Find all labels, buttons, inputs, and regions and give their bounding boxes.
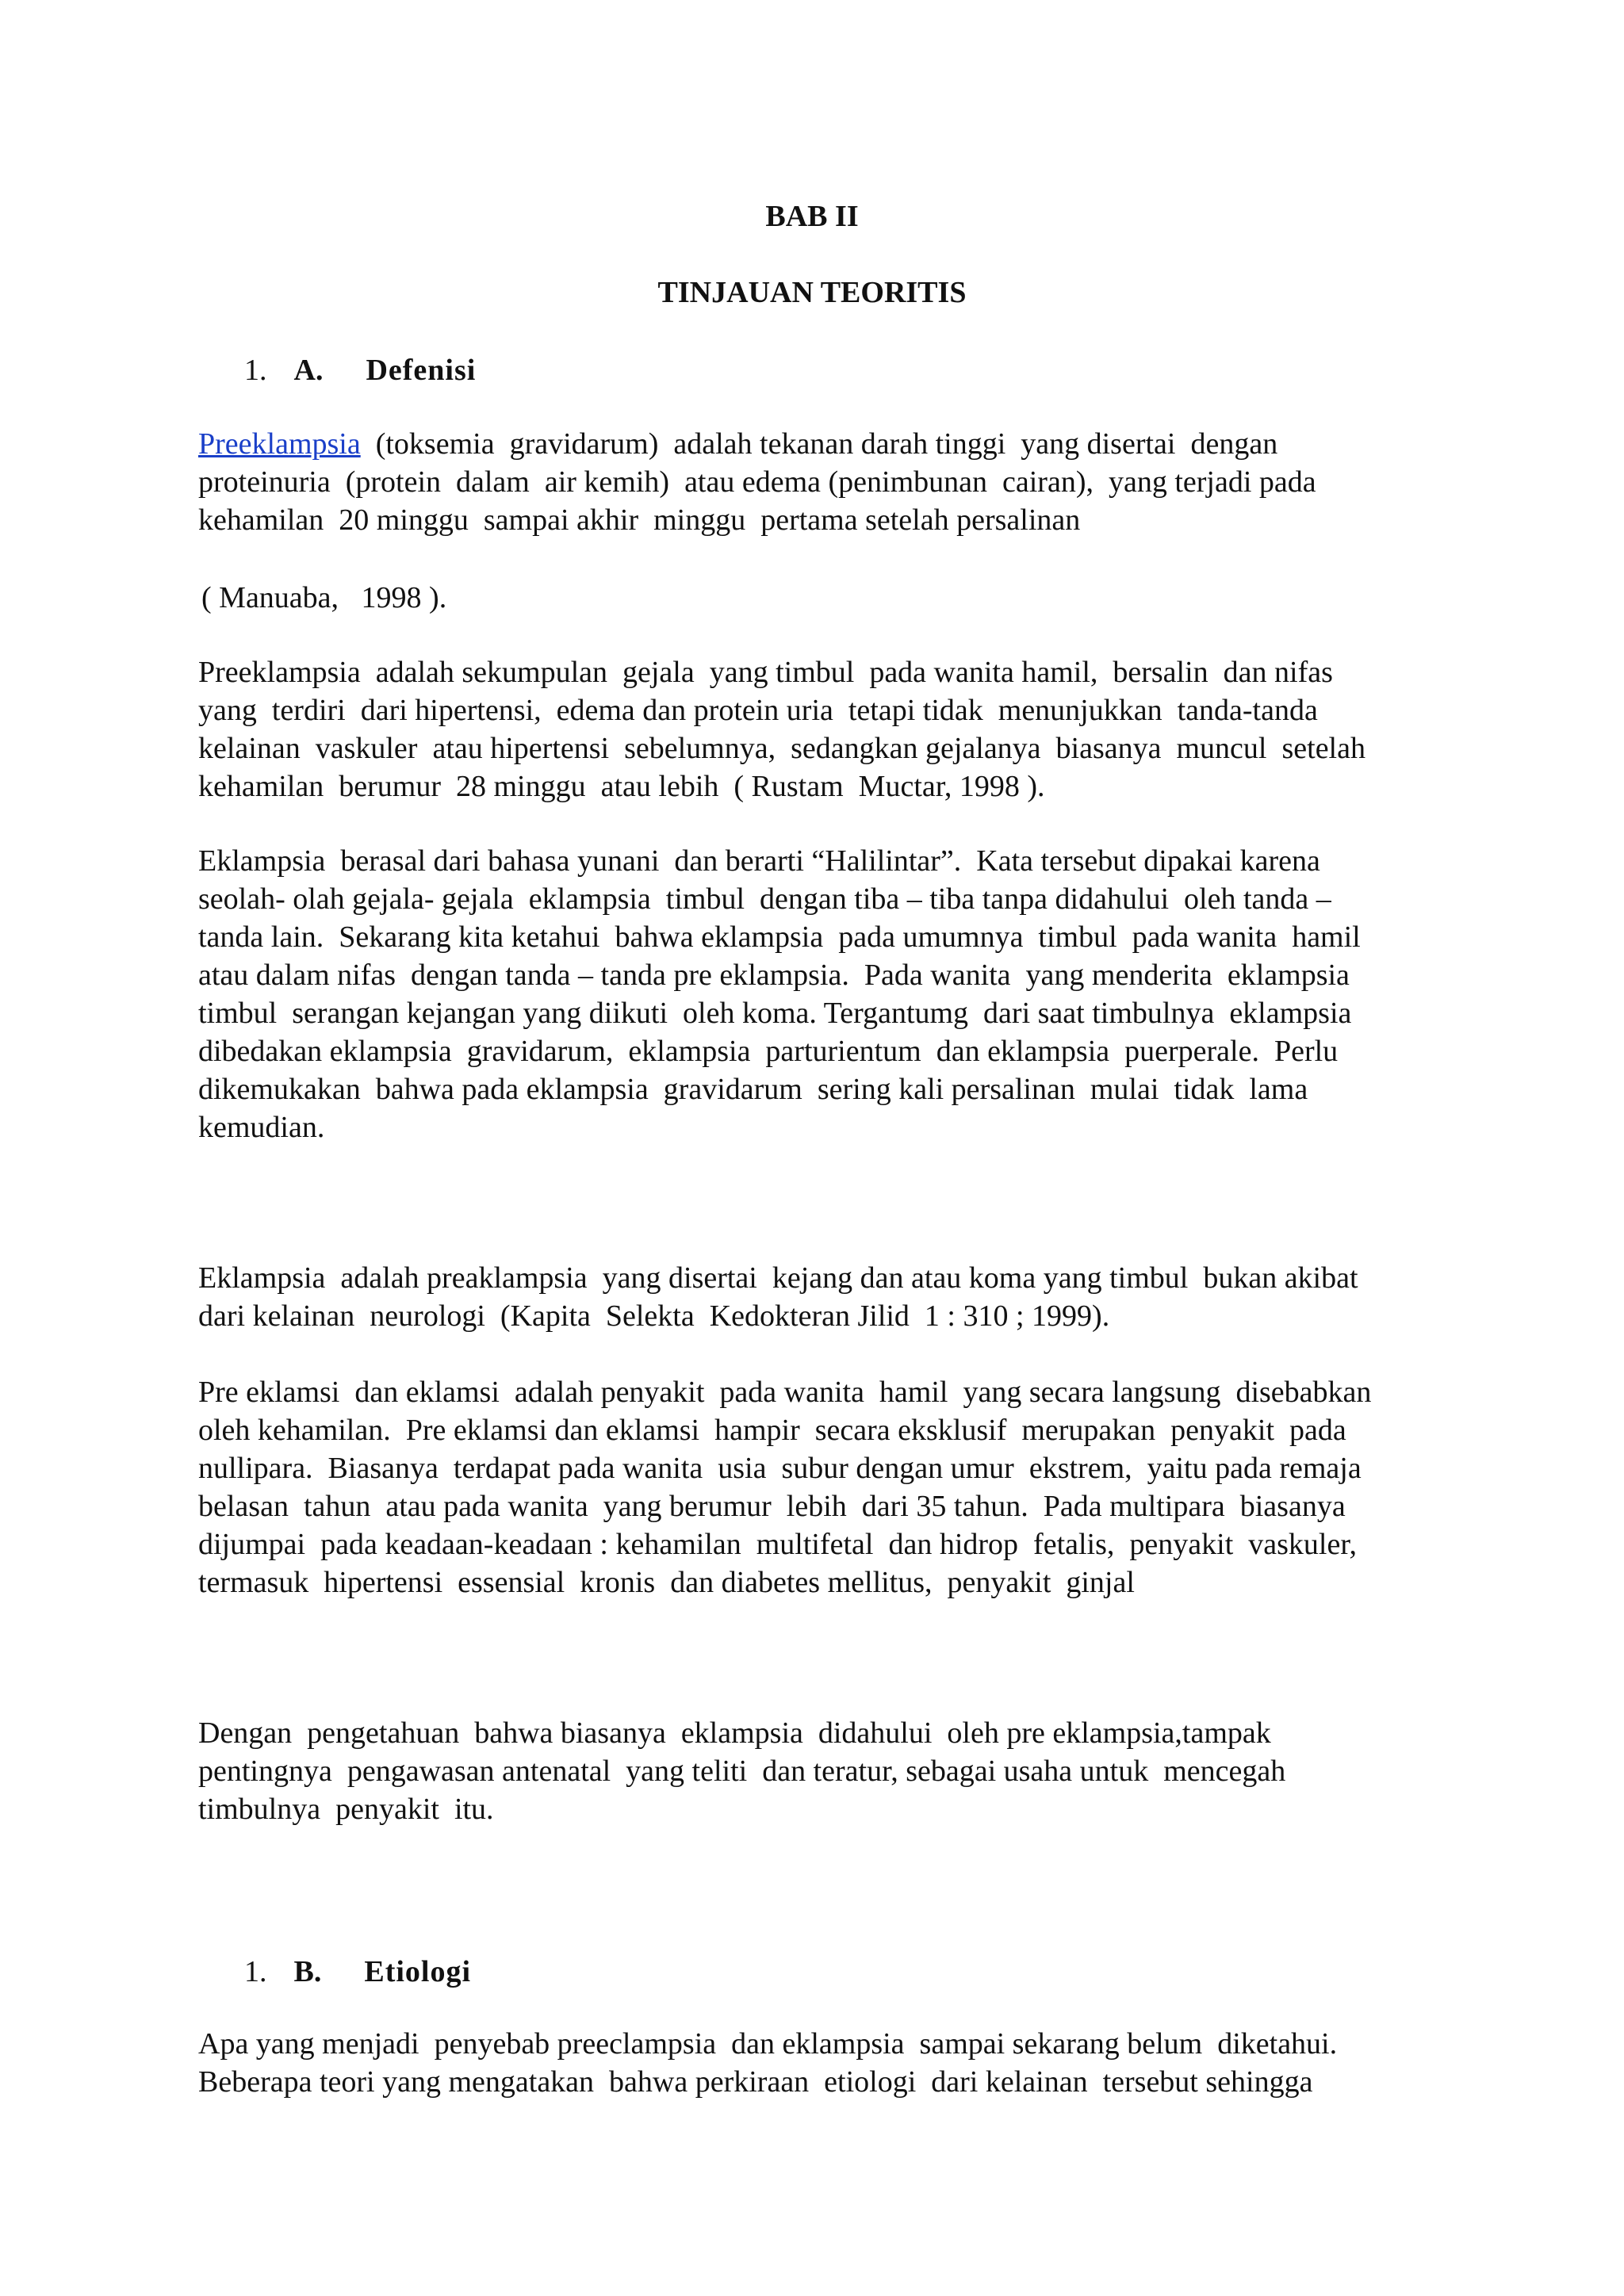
paragraph-line: termasuk hipertensi essensial kronis dan diabetes mellitus, penyakit ginjal: [198, 1566, 1135, 1599]
paragraph-line: dibedakan eklampsia gravidarum, eklampsia parturientum dan eklampsia puerperale. Perlu: [198, 1035, 1339, 1068]
chapter-subtitle: TINJAUAN TEORITIS: [657, 276, 967, 309]
paragraph-line: (toksemia gravidarum) adalah tekanan darah tinggi yang disertai dengan: [360, 427, 1278, 461]
section-number: 1.: [244, 354, 267, 387]
paragraph-pengawasan: [198, 1714, 1435, 1828]
paragraph-line: kelainan vaskuler atau hipertensi sebelumnya, sedangkan gejalanya biasanya muncul setelah: [198, 732, 1365, 765]
paragraph-line: Apa yang menjadi penyebab preeclampsia dan eklampsia sampai sekarang belum diketahui.: [198, 2027, 1338, 2061]
section-letter: B.: [293, 1955, 322, 1988]
paragraph-etiologi: [198, 2025, 1435, 2101]
section-number: 1.: [244, 1955, 267, 1988]
paragraph-line: atau dalam nifas dengan tanda – tanda pre eklampsia. Pada wanita yang menderita eklampsia: [198, 959, 1350, 992]
paragraph-line: proteinuria (protein dalam air kemih) atau edema (penimbunan cairan), yang terjadi pada: [198, 465, 1316, 499]
paragraph-line: Pre eklamsi dan eklamsi adalah penyakit pada wanita hamil yang secara langsung disebabkan: [198, 1376, 1372, 1409]
paragraph-line: Eklampsia berasal dari bahasa yunani dan berarti “Halilintar”. Kata tersebut dipakai karena: [198, 844, 1320, 878]
paragraph-line: pentingnya pengawasan antenatal yang teliti dan teratur, sebagai usaha untuk mencegah: [198, 1755, 1286, 1788]
paragraph-line: Dengan pengetahuan bahwa biasanya eklampsia didahului oleh pre eklampsia,tampak: [198, 1716, 1271, 1750]
paragraph-line: dari kelainan neurologi (Kapita Selekta Kedokteran Jilid 1 : 310 ; 1999).: [198, 1299, 1110, 1333]
paragraph-definition: [198, 425, 1435, 539]
section-heading-defenisi: [244, 352, 476, 388]
paragraph-line: seolah- olah gejala- gejala eklampsia timbul dengan tiba – tiba tanpa didahului oleh tanda –: [198, 882, 1331, 916]
section-letter: A.: [293, 354, 324, 387]
paragraph-line: belasan tahun atau pada wanita yang berumur lebih dari 35 tahun. Pada multipara biasanya: [198, 1490, 1346, 1523]
paragraph-line: oleh kehamilan. Pre eklamsi dan eklamsi hampir secara eksklusif merupakan penyakit pada: [198, 1414, 1346, 1447]
paragraph-line: timbulnya penyakit itu.: [198, 1793, 494, 1826]
paragraph-eklampsia-definition: [198, 1259, 1435, 1335]
paragraph-line: yang terdiri dari hipertensi, edema dan protein uria tetapi tidak menunjukkan tanda-tanda: [198, 694, 1318, 727]
paragraph-line: Eklampsia adalah preaklampsia yang disertai kejang dan atau koma yang timbul bukan akibat: [198, 1261, 1358, 1295]
paragraph-line: nullipara. Biasanya terdapat pada wanita usia subur dengan umur ekstrem, yaitu pada remaja: [198, 1452, 1362, 1485]
paragraph-eklampsia-origin: [198, 842, 1435, 1146]
paragraph-pre-eklamsi: [198, 1373, 1435, 1601]
citation-manuaba: ( Manuaba, 1998 ).: [201, 581, 447, 614]
paragraph-line: dijumpai pada keadaan-keadaan : kehamilan multifetal dan hidrop fetalis, penyakit vaskuler,: [198, 1528, 1357, 1561]
section-title: Etiologi: [364, 1955, 472, 1988]
section-heading-etiologi: [244, 1954, 471, 1990]
paragraph-line: kehamilan 20 minggu sampai akhir minggu pertama setelah persalinan: [198, 503, 1081, 537]
paragraph-line: tanda lain. Sekarang kita ketahui bahwa eklampsia pada umumnya timbul pada wanita hamil: [198, 920, 1361, 954]
preeklampsia-link[interactable]: Preeklampsia: [198, 427, 361, 461]
paragraph-line: kehamilan berumur 28 minggu atau lebih ( Rustam Muctar, 1998 ).: [198, 770, 1045, 803]
paragraph-line: timbul serangan kejangan yang diikuti oleh koma. Tergantumg dari saat timbulnya eklampsia: [198, 997, 1352, 1030]
chapter-title: BAB II: [765, 200, 859, 233]
paragraph-line: Preeklampsia adalah sekumpulan gejala yang timbul pada wanita hamil, bersalin dan nifas: [198, 656, 1333, 689]
section-title: Defenisi: [366, 354, 477, 387]
paragraph-line: dikemukakan bahwa pada eklampsia gravidarum sering kali persalinan mulai tidak lama: [198, 1073, 1308, 1106]
paragraph-line: Beberapa teori yang mengatakan bahwa perkiraan etiologi dari kelainan tersebut sehingga: [198, 2065, 1313, 2099]
paragraph-preeklampsia: [198, 653, 1435, 806]
paragraph-line: kemudian.: [198, 1111, 325, 1144]
